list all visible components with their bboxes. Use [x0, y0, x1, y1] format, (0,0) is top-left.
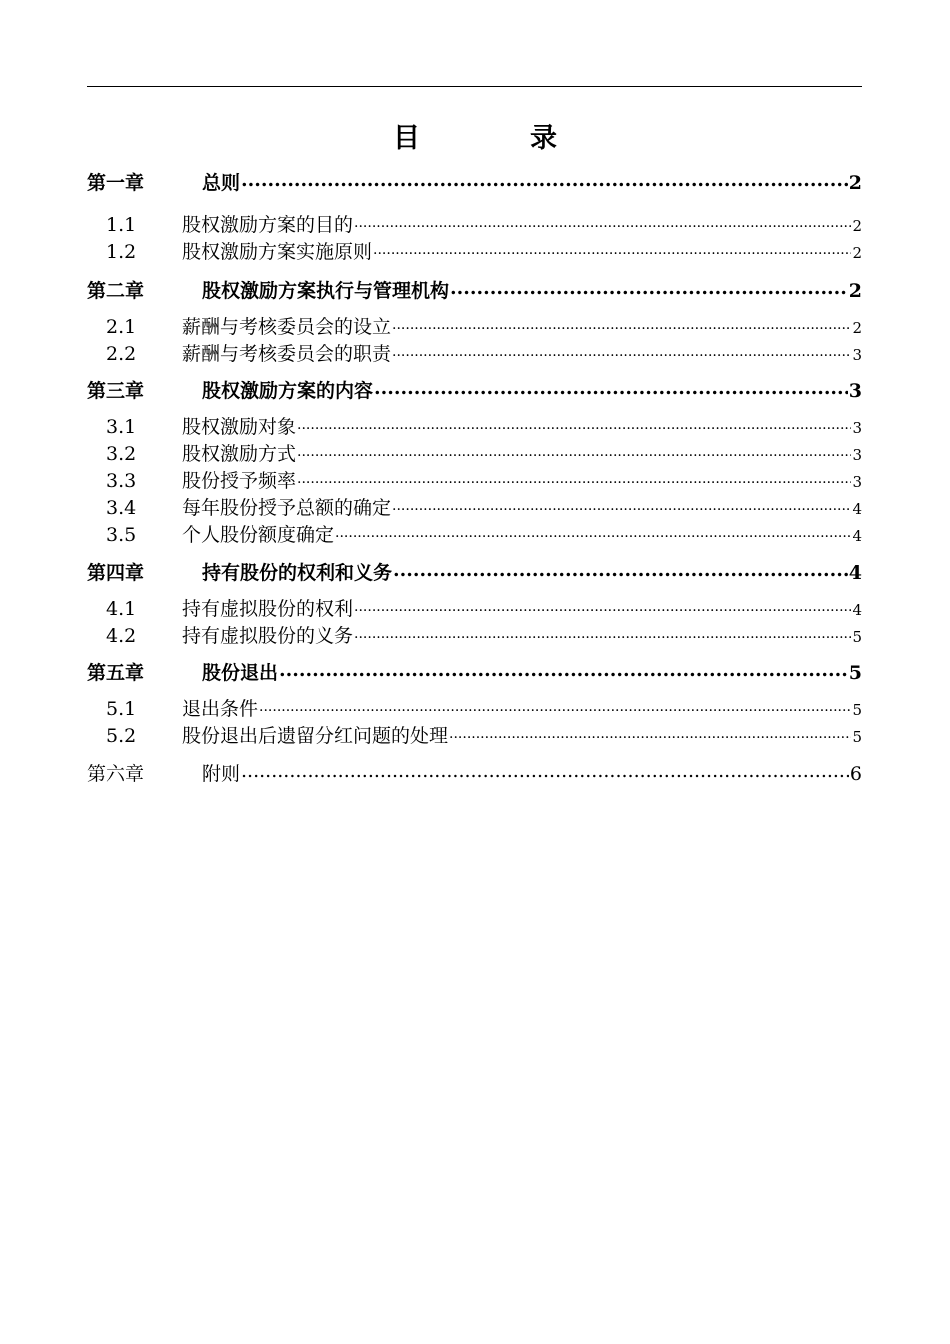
page-number: 2: [852, 319, 862, 337]
dot-leader: [259, 696, 851, 715]
dot-leader: [354, 596, 851, 615]
section-number: 1.1: [106, 214, 137, 236]
section-title: 薪酬与考核委员会的职责: [182, 343, 392, 365]
dot-leader: [449, 723, 851, 742]
dot-leader: [297, 441, 851, 460]
section-number: 3.1: [106, 416, 137, 438]
section-number: 3.3: [106, 470, 137, 492]
page-number: 2: [852, 217, 862, 235]
section-title: 股份授予频率: [182, 470, 297, 492]
toc-section-entry[interactable]: [87, 520, 862, 546]
page-number: 3: [852, 346, 862, 364]
dot-leader: [297, 468, 851, 487]
section-number: 5.1: [106, 698, 137, 720]
toc-section-entry[interactable]: [87, 466, 862, 492]
dot-leader: [450, 278, 848, 297]
page-number: 3: [848, 380, 862, 402]
section-title: 股权激励方式: [182, 443, 297, 465]
section-number: 5.2: [106, 725, 137, 747]
page-number: 4: [852, 601, 862, 619]
chapter-title: 附则: [202, 763, 241, 785]
toc-section-entry[interactable]: [87, 694, 862, 720]
section-title: 股权激励方案的目的: [182, 214, 354, 236]
dot-leader: [241, 170, 848, 189]
toc-section-entry[interactable]: [87, 439, 862, 465]
toc-section-entry[interactable]: [87, 412, 862, 438]
chapter-number: 第六章: [87, 763, 145, 785]
page-number: 3: [852, 473, 862, 491]
toc-chapter-entry[interactable]: [87, 558, 862, 586]
section-title: 退出条件: [182, 698, 259, 720]
section-title: 股权激励对象: [182, 416, 297, 438]
section-number: 3.2: [106, 443, 137, 465]
toc-title-part2: 录: [530, 123, 557, 154]
dot-leader: [241, 761, 849, 780]
page-number: 3: [852, 446, 862, 464]
section-number: 1.2: [106, 241, 137, 263]
dot-leader: [392, 341, 851, 360]
section-title: 持有虚拟股份的权利: [182, 598, 354, 620]
page-number: 2: [852, 244, 862, 262]
section-title: 股份退出后遗留分红问题的处理: [182, 725, 449, 747]
chapter-number: 第二章: [87, 280, 145, 302]
chapter-number: 第四章: [87, 562, 145, 584]
toc-chapter-entry[interactable]: [87, 276, 862, 304]
section-title: 薪酬与考核委员会的设立: [182, 316, 392, 338]
dot-leader: [335, 522, 851, 541]
section-number: 2.2: [106, 343, 137, 365]
dot-leader: [373, 239, 851, 258]
page-number: 5: [852, 628, 862, 646]
chapter-number: 第三章: [87, 380, 145, 402]
dot-leader: [374, 378, 848, 397]
toc-section-entry[interactable]: [87, 621, 862, 647]
toc-chapter-entry[interactable]: [87, 658, 862, 686]
page-number: 4: [848, 562, 862, 584]
chapter-number: 第五章: [87, 662, 145, 684]
section-number: 4.2: [106, 625, 137, 647]
section-number: 3.5: [106, 524, 137, 546]
section-title: 个人股份额度确定: [182, 524, 335, 546]
page-number: 6: [849, 763, 862, 785]
dot-leader: [354, 623, 851, 642]
section-title: 股权激励方案实施原则: [182, 241, 373, 263]
dot-leader: [279, 660, 848, 679]
page-number: 4: [852, 527, 862, 545]
chapter-title: 持有股份的权利和义务: [202, 562, 393, 584]
page-number: 3: [852, 419, 862, 437]
toc-section-entry[interactable]: [87, 339, 862, 365]
toc-section-entry[interactable]: [87, 312, 862, 338]
section-title: 持有虚拟股份的义务: [182, 625, 354, 647]
section-number: 3.4: [106, 497, 137, 519]
chapter-title: 股权激励方案的内容: [202, 380, 374, 402]
page-number: 2: [848, 280, 862, 302]
toc-title: [0, 116, 950, 155]
page-number: 2: [848, 172, 862, 194]
toc-chapter-entry[interactable]: [87, 168, 862, 196]
toc-section-entry[interactable]: [87, 594, 862, 620]
chapter-number: 第一章: [87, 172, 145, 194]
toc-section-entry[interactable]: [87, 721, 862, 747]
chapter-title: 股权激励方案执行与管理机构: [202, 280, 450, 302]
section-title: 每年股份授予总额的确定: [182, 497, 392, 519]
toc-chapter-entry[interactable]: [87, 376, 862, 404]
dot-leader: [297, 414, 851, 433]
toc-section-entry[interactable]: [87, 493, 862, 519]
page-number: 4: [852, 500, 862, 518]
chapter-title: 总则: [202, 172, 241, 194]
section-number: 2.1: [106, 316, 137, 338]
dot-leader: [354, 212, 851, 231]
dot-leader: [392, 314, 851, 333]
toc-section-entry[interactable]: [87, 210, 862, 236]
dot-leader: [392, 495, 851, 514]
toc-title-part1: 目: [393, 123, 420, 154]
toc-section-entry[interactable]: [87, 237, 862, 263]
header-rule: [87, 86, 862, 87]
toc-chapter-entry[interactable]: [87, 759, 862, 787]
section-number: 4.1: [106, 598, 137, 620]
dot-leader: [393, 560, 848, 579]
page-number: 5: [848, 662, 862, 684]
chapter-title: 股份退出: [202, 662, 279, 684]
page-number: 5: [852, 701, 862, 719]
page-number: 5: [852, 728, 862, 746]
